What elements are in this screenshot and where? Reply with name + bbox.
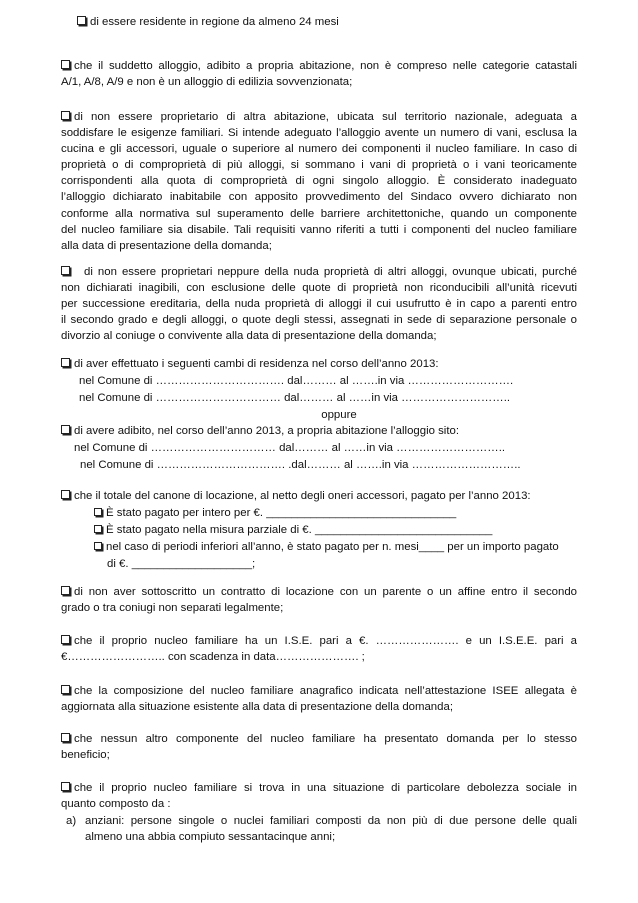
dwelling-used-line-1: nel Comune di …………………………… dal……… al ……in via ……………………….. [74,442,506,454]
rent-option-periods: nel caso di periodi inferiori all’anno, è stato pagato per n. mesi____ per un importo pagato [94,539,559,555]
no-bare-ownership-item [61,264,577,344]
elderly-category-item [85,813,577,845]
dwelling-used-line-2: nel Comune di ……………………………. .dal……… al …….in via ……………………….. [80,459,521,471]
paragraph-line: beneficio; [61,749,110,762]
paragraph-line: aggiornata alla situazione esistente alla data di presentazione della domanda; [61,701,453,714]
paragraph-line: il secondo grado e degli alloggi, o quote degli stessi, assegnati in sede di separazione personale o [61,314,577,327]
no-lease-with-relative-item [61,584,577,616]
rent-option-full: È stato pagato per intero per €. ______________________________ [94,505,456,521]
paragraph-line: divorzio al coniuge o convivente alla data di presentazione della domanda; [61,330,437,343]
no-other-dwelling-item [61,109,577,254]
checkbox-icon[interactable] [61,266,70,275]
cadastral-category-item [61,58,577,90]
checkbox-icon[interactable] [61,733,70,742]
paragraph-line: di non essere proprietari neppure della nuda proprietà di altri alloggi, ovunque ubicati, purché [61,264,577,280]
checkbox-icon[interactable] [77,16,86,25]
paragraph-line: del nucleo familiare sia disabile. Tali requisiti vanno riferiti a tutti i componenti del nucleo familiare [61,223,577,236]
rent-option-partial: È stato pagato nella misura parziale di €. ____________________________ [94,522,492,538]
paragraph-line: A/1, A/8, A/9 e non è un alloggio di edilizia sovvenzionata; [61,76,353,89]
paragraph-line: l’alloggio dichiarato inabitabile con apposito provvedimento del Sindaco ovvero dichiarato non [61,191,577,204]
paragraph-line: anziani: persone singole o nuclei familiari composti da non più di due persone delle quali [85,815,577,827]
residence-change-line-1: nel Comune di ……………………………. dal……… al …….in via ………………………. [79,375,514,387]
list-marker-a: a) [66,815,77,827]
residence-change-line-2: nel Comune di …………………………… dal……… al ……in via ……………………….. [79,392,511,404]
paragraph-line: alla data di presentazione della domanda; [61,239,272,252]
paragraph-line: di non aver sottoscritto un contratto di locazione con un parente o un affine entro il secondo [61,584,577,600]
checkbox-icon[interactable] [61,782,70,791]
household-composition-item [61,683,577,715]
paragraph-line: proprietà o di comproprietà di più alloggi, si sommano i vani di proprietà o i vani teoricamente [61,159,577,172]
checkbox-icon[interactable] [61,60,70,69]
oppure-separator: oppure [321,409,357,421]
checkbox-icon[interactable] [61,685,70,694]
checkbox-icon[interactable] [61,425,70,434]
checkbox-icon[interactable] [61,111,70,120]
rent-option-periods-amount: di €. ___________________; [107,558,256,570]
dwelling-used-item: di avere adibito, nel corso dell’anno 2013, a propria abitazione l’alloggio sito: [61,423,459,439]
paragraph-line: €…………………….. con scadenza in data…………………. ; [61,651,365,664]
checkbox-icon[interactable] [61,490,70,499]
paragraph-line: cucina e gli accessori, uguale o superiore al numero dei componenti il nucleo familiare. In caso di [61,143,577,156]
paragraph-line: che nessun altro componente del nucleo familiare ha presentato domanda per lo stesso [61,731,577,747]
ise-isee-item [61,633,577,665]
checkbox-icon[interactable] [94,542,102,550]
checkbox-icon[interactable] [61,586,70,595]
checkbox-icon[interactable] [94,525,102,533]
paragraph-line: che la composizione del nucleo familiare anagrafico indicata nell’attestazione ISEE allegata è [61,683,577,699]
paragraph-line: conforme alla normativa sul superamento delle barriere architettoniche, quando un componente [61,207,577,220]
checkbox-icon[interactable] [61,358,70,367]
no-other-application-item [61,731,577,763]
residence-changes-item: di aver effettuato i seguenti cambi di residenza nel corso dell’anno 2013: [61,356,439,372]
residence-requirement-text: di essere residente in regione da almeno 24 mesi [90,16,339,28]
paragraph-line: grado o tra coniugi non separati legalmente; [61,602,284,615]
social-weakness-item [61,780,577,812]
paragraph-line: che il suddetto alloggio, adibito a propria abitazione, non è compreso nelle categorie catastali [61,58,577,74]
paragraph-line: non dichiarati inagibili, con esclusione delle quote di proprietà non riconducibili all’unità ricevuti [61,282,577,295]
paragraph-line: che il proprio nucleo familiare ha un I.S.E. pari a €. …………………. e un I.S.E.E. pari a [61,633,577,649]
paragraph-line: per successione ereditaria, della nuda proprietà di alloggi il cui usufrutto è in capo a parenti entro [61,298,577,311]
paragraph-line: quanto composto da : [61,798,171,811]
checkbox-icon[interactable] [61,635,70,644]
rent-total-item: che il totale del canone di locazione, al netto degli oneri accessori, pagato per l’anno 2013: [61,488,531,504]
paragraph-line: almeno una abbia compiuto sessantacinque anni; [85,831,336,844]
paragraph-line: che il proprio nucleo familiare si trova in una situazione di particolare debolezza sociale in [61,780,577,796]
paragraph-line: soddisfare le esigenze familiari. Si intende adeguato l’alloggio avente un numero di vani, esclusa la [61,127,577,140]
residence-requirement-item [77,14,339,30]
paragraph-line: di non essere proprietario di altra abitazione, ubicata sul territorio nazionale, adeguata a [61,109,577,125]
checkbox-icon[interactable] [94,508,102,516]
paragraph-line: corrispondenti alla quota di comproprietà di ogni singolo alloggio. È considerato inadeguato [61,175,577,188]
